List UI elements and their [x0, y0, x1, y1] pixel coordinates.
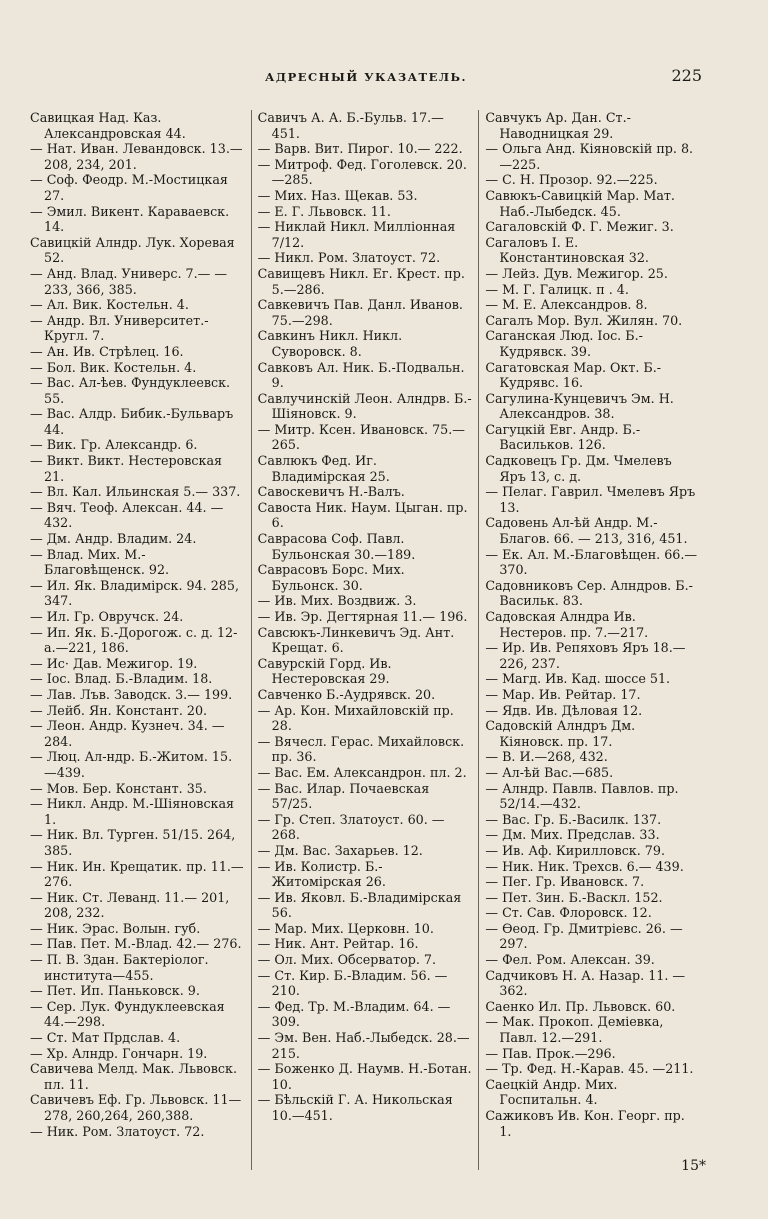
directory-entry: — Бол. Вик. Костельн. 4.: [30, 359, 197, 375]
directory-entry: — Пав. Пет. М.-Влад. 42.— 276.: [30, 936, 242, 952]
directory-entry: Саенко Ил. Пр. Львовск. 60.: [485, 998, 676, 1014]
directory-entry: — Ек. Ал. М.-Благовѣщен. 66.—370.: [485, 546, 698, 578]
page-header: [30, 64, 702, 86]
directory-entry: — Ст. Мат Прдслав. 4.: [30, 1030, 181, 1046]
directory-entry: — Ст. Сав. Флоровск. 12.: [485, 905, 652, 921]
directory-entry: — Ис· Дав. Межигор. 19.: [30, 655, 198, 671]
directory-entry: — П. В. Здан. Бактеріолог. института—455.: [30, 952, 209, 983]
directory-entry: — Мак. Прокоп. Деміевка, Павл. 12.—291.: [485, 1014, 664, 1046]
directory-entry: — Ип. Як. Б.-Дорогож. с. д. 12-а.—221, 186.: [30, 624, 238, 656]
directory-entry: — Ник. Ант. Рейтар. 16.: [257, 936, 419, 952]
directory-entry: Савичева Мелд. Мак. Львовск. пл. 11.: [30, 1061, 237, 1092]
directory-entry: Саганская Люд. Іос. Б.-Кудрявск. 39.: [485, 328, 643, 359]
directory-entry: — Бѣльскій Г. А. Никольская 10.—451.: [257, 1092, 453, 1123]
directory-entry: Сагаловскій Ф. Г. Межиг. 3.: [485, 219, 674, 235]
directory-entry: — Влад. Мих. М.-Благовѣщенск. 92.: [30, 546, 170, 578]
directory-entry: — Эм. Вен. Наб.-Лыбедск. 28.—215.: [257, 1030, 470, 1061]
directory-entry: — Ан. Ив. Стрѣлец. 16.: [30, 343, 184, 359]
directory-entry: — Өеод. Гр. Дмитріевс. 26. —297.: [485, 920, 683, 952]
directory-entry: — Ядв. Ив. Дѣловая 12.: [485, 702, 643, 718]
directory-entry: — Люц. Ал-ндр. Б.-Житом. 15.—439.: [30, 749, 233, 780]
directory-entry: Саврасовъ Борс. Мих. Бульонск. 30.: [257, 562, 405, 593]
directory-entry: — Сер. Лук. Фундуклеевская 44.—298.: [30, 998, 225, 1030]
directory-entry: Савурскій Горд. Ив. Нестеровская 29.: [257, 655, 392, 687]
directory-entry: — Леон. Андр. Кузнеч. 34. —284.: [30, 718, 225, 749]
directory-entry: — Мов. Бер. Констант. 35.: [30, 780, 207, 796]
directory-entry: — Андр. Вл. Университет.-Кругл. 7.: [30, 312, 209, 344]
directory-entry: — Ник. Ст. Леванд. 11.— 201, 208, 232.: [30, 889, 230, 921]
directory-entry: — Ив. Мих. Воздвиж. 3.: [257, 593, 417, 609]
directory-entry: — Эмил. Викент. Караваевск. 14.: [30, 203, 230, 235]
directory-entry: Савюкъ-Савицкій Мар. Мат. Наб.-Лыбедск. 45.: [485, 187, 675, 219]
directory-entry: Савлучинскій Леон. Алндрв. Б.-Шіяновск. 9.: [257, 390, 472, 422]
directory-entry: Саецкій Андр. Мих. Госпитальн. 4.: [485, 1076, 618, 1108]
directory-entry: — Викт. Викт. Нестеровская 21.: [30, 453, 223, 484]
directory-entry: — Ник. Ин. Крещатик. пр. 11.—276.: [30, 858, 244, 890]
directory-entry: — Пег. Гр. Ивановск. 7.: [485, 874, 645, 890]
directory-entry: — Пет. Ип. Паньковск. 9.: [30, 983, 200, 999]
directory-entry: — Ст. Кир. Б.-Владим. 56. —210.: [257, 967, 448, 999]
directory-entry: — Никлай Никл. Милліонная 7/12.: [257, 219, 456, 250]
printer-signature: 15*: [681, 1158, 706, 1174]
directory-entry: — Ил. Як. Владимірск. 94. 285, 347.: [30, 577, 239, 609]
directory-entry: — Ник. Эрас. Волын. губ.: [30, 920, 201, 936]
directory-entry: — С. Н. Прозор. 92.—225.: [485, 172, 658, 188]
directory-entry: Савченко Б.-Аудрявск. 20.: [257, 686, 436, 702]
directory-entry: — Нат. Иван. Левандовск. 13.—208, 234, 201.: [30, 141, 243, 172]
directory-entry: — Ив. Аф. Кирилловск. 79.: [485, 842, 665, 858]
directory-entry: Садчиковъ Н. А. Назар. 11. —362.: [485, 967, 686, 999]
directory-entry: Савлюкъ Фед. Иг. Владимірская 25.: [257, 453, 390, 484]
directory-entry: — Никл. Андр. М.-Шіяновская 1.: [30, 796, 235, 827]
column-1: [30, 110, 251, 1170]
directory-entry: — Ар. Кон. Михайловскій пр. 28.: [257, 702, 454, 734]
directory-entry: — Фел. Ром. Алексан. 39.: [485, 952, 655, 968]
directory-entry: Садовниковъ Сер. Алндров. Б.-Васильк. 83.: [485, 577, 693, 609]
directory-entry: — М. Е. Александров. 8.: [485, 297, 648, 313]
directory-entry: — Фед. Тр. М.-Владим. 64. —309.: [257, 998, 451, 1030]
directory-entry: — Мих. Наз. Щекав. 53.: [257, 187, 418, 203]
directory-entry: Савицкая Над. Каз. Александровская 44.: [30, 110, 186, 141]
directory-entry: — Вас. Алдр. Бибик.-Бульваръ 44.: [30, 406, 234, 437]
directory-entry: — Пелаг. Гаврил. Чмелевъ Яръ 13.: [485, 484, 696, 515]
directory-entry: Саврасова Соф. Павл. Бульонская 30.—189.: [257, 531, 416, 562]
directory-entry: — Гр. Степ. Златоуст. 60. —268.: [257, 811, 445, 843]
directory-entry: — Пав. Прок.—296.: [485, 1045, 616, 1061]
directory-entry: Садовская Алндра Ив. Нестеров. пр. 7.—217.: [485, 609, 649, 640]
directory-entry: — Е. Г. Львовск. 11.: [257, 203, 391, 219]
directory-entry: — Вячесл. Герас. Михайловск. пр. 36.: [257, 733, 465, 765]
directory-entry: — Магд. Ив. Кад. шоссе 51.: [485, 671, 671, 687]
directory-entry: Савоста Ник. Наум. Цыган. пр. 6.: [257, 499, 468, 531]
directory-entry: Садовень Ал-ѣй Андр. М.-Благов. 66. — 213, 316, 451.: [485, 515, 688, 547]
directory-entry: — Тр. Фед. Н.-Карав. 45. —211.: [485, 1061, 694, 1077]
directory-entry: Сажиковъ Ив. Кон. Георг. пр. 1.: [485, 1108, 685, 1139]
directory-entry: Садовскій Алндръ Дм. Кіяновск. пр. 17.: [485, 718, 636, 749]
directory-entry: — Митроф. Фед. Гоголевск. 20.—285.: [257, 156, 467, 188]
directory-entry: — Митр. Ксен. Ивановск. 75.—265.: [257, 421, 465, 453]
directory-entry: — Ник. Вл. Турген. 51/15. 264, 385.: [30, 827, 236, 858]
directory-entry: — Ив. Колистр. Б.-Житомірская 26.: [257, 858, 386, 890]
directory-entry: — Вас. Ал-ѣев. Фундуклеевск. 55.: [30, 375, 231, 406]
directory-entry: — Вик. Гр. Александр. 6.: [30, 437, 198, 453]
directory-entry: — В. И.—268, 432.: [485, 749, 608, 765]
directory-entry: — Вл. Кал. Ильинская 5.— 337.: [30, 484, 241, 500]
directory-entry: Сагаловъ І. Е. Константиновская 32.: [485, 234, 649, 266]
directory-entry: — Лав. Лъв. Заводск. 3.— 199.: [30, 686, 233, 702]
directory-entry: Сагуцкій Евг. Андр. Б.-Васильков. 126.: [485, 421, 641, 453]
directory-entry: Савицкій Алндр. Лук. Хоревая 52.: [30, 234, 235, 266]
column-3: [478, 110, 706, 1170]
directory-entry: — Мар. Ив. Рейтар. 17.: [485, 686, 641, 702]
directory-entry: — Вас. Гр. Б.-Василк. 137.: [485, 811, 662, 827]
directory-entry: — Ник. Ром. Златоуст. 72.: [30, 1123, 205, 1139]
directory-entry: — Іос. Влад. Б.-Владим. 18.: [30, 671, 213, 687]
directory-entry: — Дм. Мих. Предслав. 33.: [485, 827, 660, 843]
directory-entry: Савичевъ Еф. Гр. Львовск. 11—278, 260,264, 260,388.: [30, 1092, 242, 1123]
directory-entry: — М. Г. Галицк. п . 4.: [485, 281, 629, 297]
address-columns: [30, 110, 706, 1170]
running-title: АДРЕСНЫЙ УКАЗАТЕЛЬ.: [264, 70, 468, 84]
directory-entry: — Вяч. Теоф. Алексан. 44. —432.: [30, 499, 224, 531]
column-2: [251, 110, 479, 1170]
directory-entry: — Ив. Яковл. Б.-Владимірская 56.: [257, 889, 462, 921]
directory-entry: — Анд. Влад. Универс. 7.— —233, 366, 385.: [30, 265, 228, 297]
directory-entry: — Лейб. Ян. Констант. 20.: [30, 702, 208, 718]
directory-entry: Садковецъ Гр. Дм. Чмелевъ Яръ 13, с. д.: [485, 453, 672, 484]
directory-entry: Савсюкъ-Линкевичъ Эд. Ант. Крещат. 6.: [257, 624, 455, 656]
directory-entry: — Варв. Вит. Пирог. 10.— 222.: [257, 141, 463, 157]
directory-entry: Савчукъ Ар. Дан. Ст.-Наводницкая 29.: [485, 110, 631, 141]
directory-entry: — Алндр. Павлв. Павлов. пр. 52/14.—432.: [485, 780, 679, 812]
directory-entry: Сагатовская Мар. Окт. Б.-Кудрявс. 16.: [485, 359, 662, 391]
directory-entry: — Никл. Ром. Златоуст. 72.: [257, 250, 441, 266]
directory-entry: — Ол. Мих. Обсерватор. 7.: [257, 952, 437, 968]
directory-entry: — Соф. Феодр. М.-Мостицкая 27.: [30, 172, 228, 203]
directory-entry: Сагулина-Кунцевичъ Эм. Н. Александров. 38.: [485, 390, 674, 422]
directory-entry: — Мар. Мих. Церковн. 10.: [257, 920, 434, 936]
directory-entry: — Хр. Алндр. Гончарн. 19.: [30, 1045, 208, 1061]
directory-entry: — Ник. Ник. Трехсв. 6.— 439.: [485, 858, 684, 874]
directory-entry: Савкевичъ Пав. Данл. Иванов. 75.—298.: [257, 297, 463, 328]
directory-entry: — Ал. Вик. Костельн. 4.: [30, 297, 189, 313]
directory-entry: — Ив. Эр. Дегтярная 11.— 196.: [257, 609, 468, 624]
directory-entry: Савищевъ Никл. Ег. Крест. пр. 5.—286.: [257, 265, 465, 297]
directory-entry: — Пет. Зин. Б.-Васкл. 152.: [485, 889, 663, 905]
directory-entry: — Ал-ѣй Вас.—685.: [485, 764, 614, 780]
directory-entry: — Ил. Гр. Овручск. 24.: [30, 609, 184, 624]
directory-entry: — Ир. Ив. Репяховъ Яръ 18.—226, 237.: [485, 640, 686, 671]
page-number: 225: [671, 66, 702, 85]
directory-entry: — Лейз. Дув. Межигор. 25.: [485, 265, 668, 281]
directory-entry: — Дм. Андр. Владим. 24.: [30, 531, 197, 547]
directory-entry: Савичъ А. А. Б.-Бульв. 17.— 451.: [257, 110, 444, 141]
directory-entry: — Дм. Вас. Захарьев. 12.: [257, 842, 423, 858]
directory-entry: Савоскевичъ Н.-Валъ.: [257, 484, 405, 500]
directory-entry: Сагалъ Мор. Вул. Жилян. 70.: [485, 312, 683, 328]
directory-entry: — Боженко Д. Наумв. Н.-Ботан. 10.: [257, 1061, 472, 1092]
directory-entry: — Ольга Анд. Кіяновскій пр. 8.—225.: [485, 141, 694, 172]
directory-entry: — Вас. Илар. Почаевская 57/25.: [257, 780, 430, 812]
directory-entry: Савковъ Ал. Ник. Б.-Подвальн. 9.: [257, 359, 465, 391]
directory-entry: — Вас. Ем. Александрон. пл. 2.: [257, 764, 467, 780]
directory-entry: Савкинъ Никл. Никл. Суворовск. 8.: [257, 328, 403, 359]
